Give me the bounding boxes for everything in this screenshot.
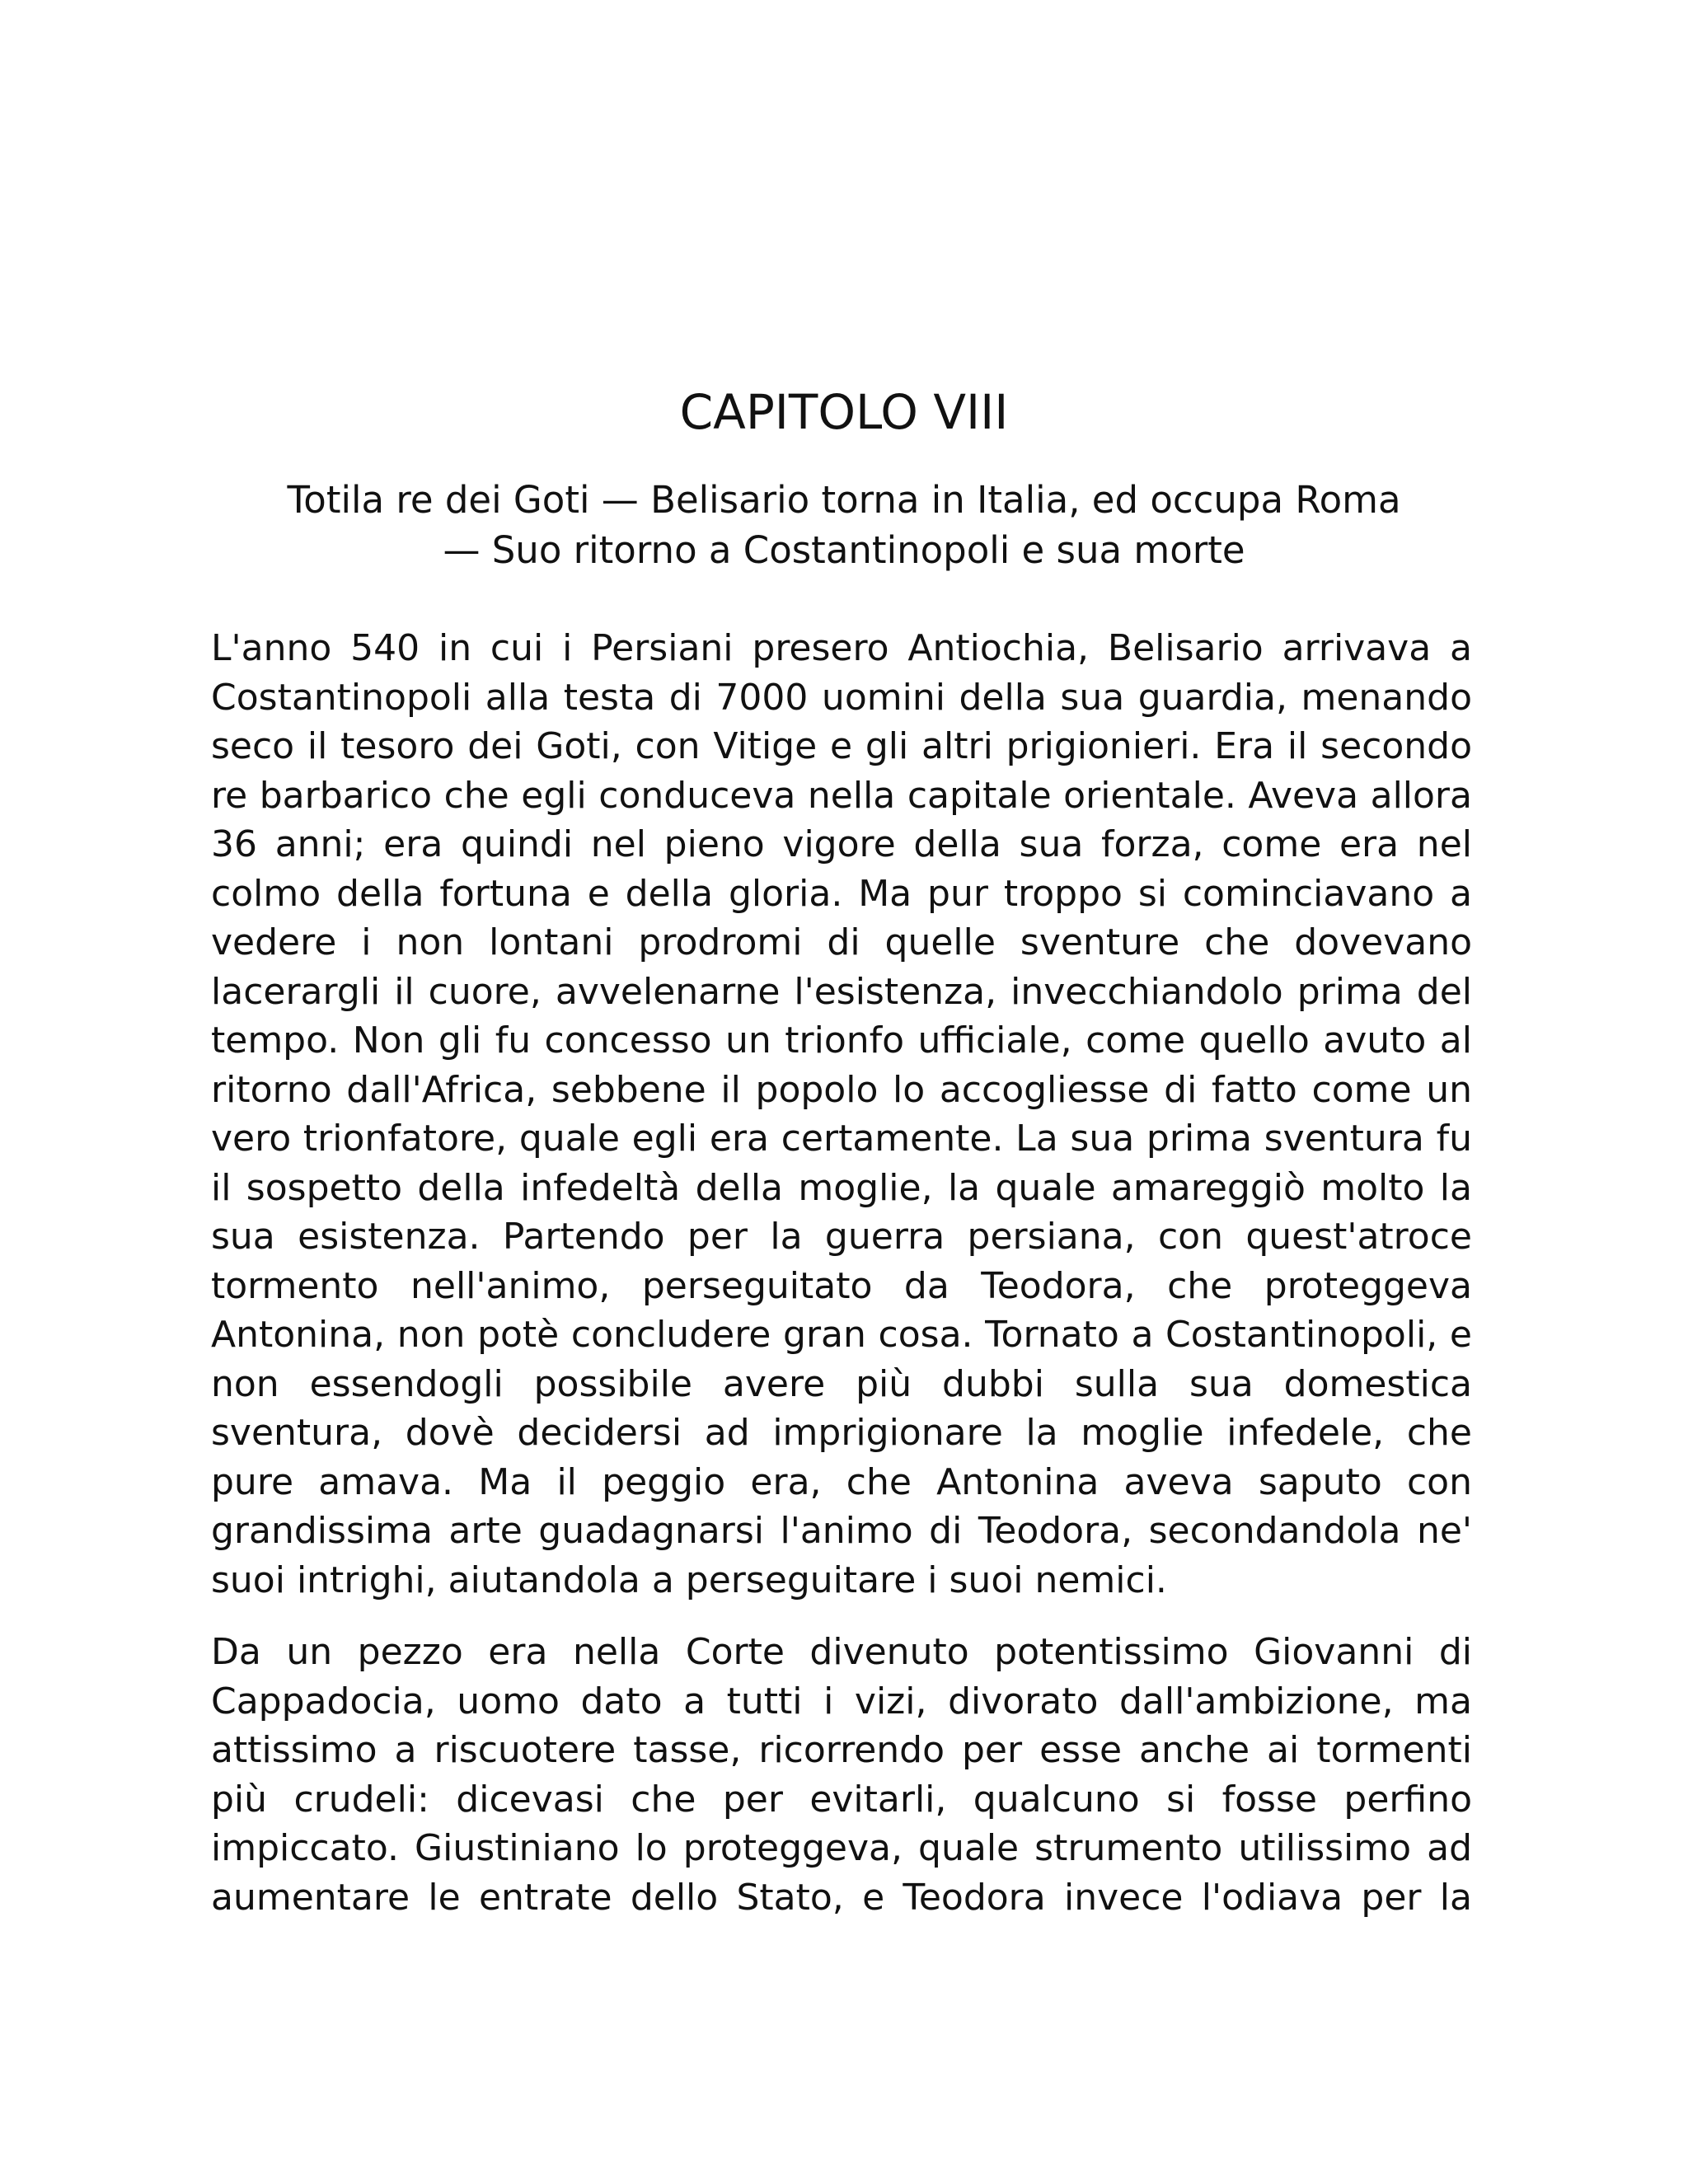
- chapter-subtitle-line-1: Totila re dei Goti — Belisario torna in Italia, ed occupa Roma: [287, 478, 1401, 522]
- chapter-body: [211, 624, 1472, 1945]
- chapter-subtitle: [247, 475, 1441, 575]
- chapter-title: CAPITOLO VIII: [679, 384, 1009, 440]
- paragraph: Da un pezzo era nella Corte divenuto potentissimo Giovanni di Cappadocia, uomo dato a tutti i vizi, divorato dall'ambizione, ma attissimo a riscuotere tasse, ricorrendo per esse anche ai tormenti più crudeli: dicevasi che per evitarli, qualcuno si fosse perfino impiccato. Giustiniano lo proteggeva, quale strumento utilissimo ad aumentare le entrate dello Stato, e Teodora invece l'odiava per la: [211, 1631, 1472, 1919]
- chapter-subtitle-line-2: — Suo ritorno a Costantinopoli e sua morte: [443, 528, 1245, 572]
- paragraph: L'anno 540 in cui i Persiani presero Antiochia, Belisario arrivava a Costantinopoli alla testa di 7000 uomini della sua guardia, menando seco il tesoro dei Goti, con Vitige e gli altri prigionieri. Era il secondo re barbarico che egli conduceva nella capitale orientale. Aveva allora 36 anni; era quindi nel pieno vigore della sua forza, come era nel colmo della fortuna e della gloria. Ma pur troppo si cominciavano a vedere i non lontani prodromi di quelle sventure che dovevano lacerargli il cuore, avvelenarne l'esistenza, invecchiandolo prima del tempo. Non gli fu concesso un trionfo ufficiale, come quello avuto al ritorno dall'Africa, sebbene il popolo lo accogliesse di fatto come un vero trionfatore, quale egli era certamente. La sua prima sventura fu il sospetto della infedeltà della moglie, la quale amareggiò molto la sua esistenza. Partendo per la guerra persiana, con quest'atroce tormento nell'animo, perseguitato da Teodora, che proteggeva Antonina, non potè concludere gran cosa. Tornato a Costantinopoli, e non essendogli possibile avere più dubbi sulla sua domestica sventura, dovè decidersi ad imprigionare la moglie infedele, che pure amava. Ma il peggio era, che Antonina aveva saputo con grandissima arte guadagnarsi l'animo di Teodora, secondandola ne' suoi intrighi, aiutandola a perseguitare i suoi nemici.: [211, 627, 1472, 1601]
